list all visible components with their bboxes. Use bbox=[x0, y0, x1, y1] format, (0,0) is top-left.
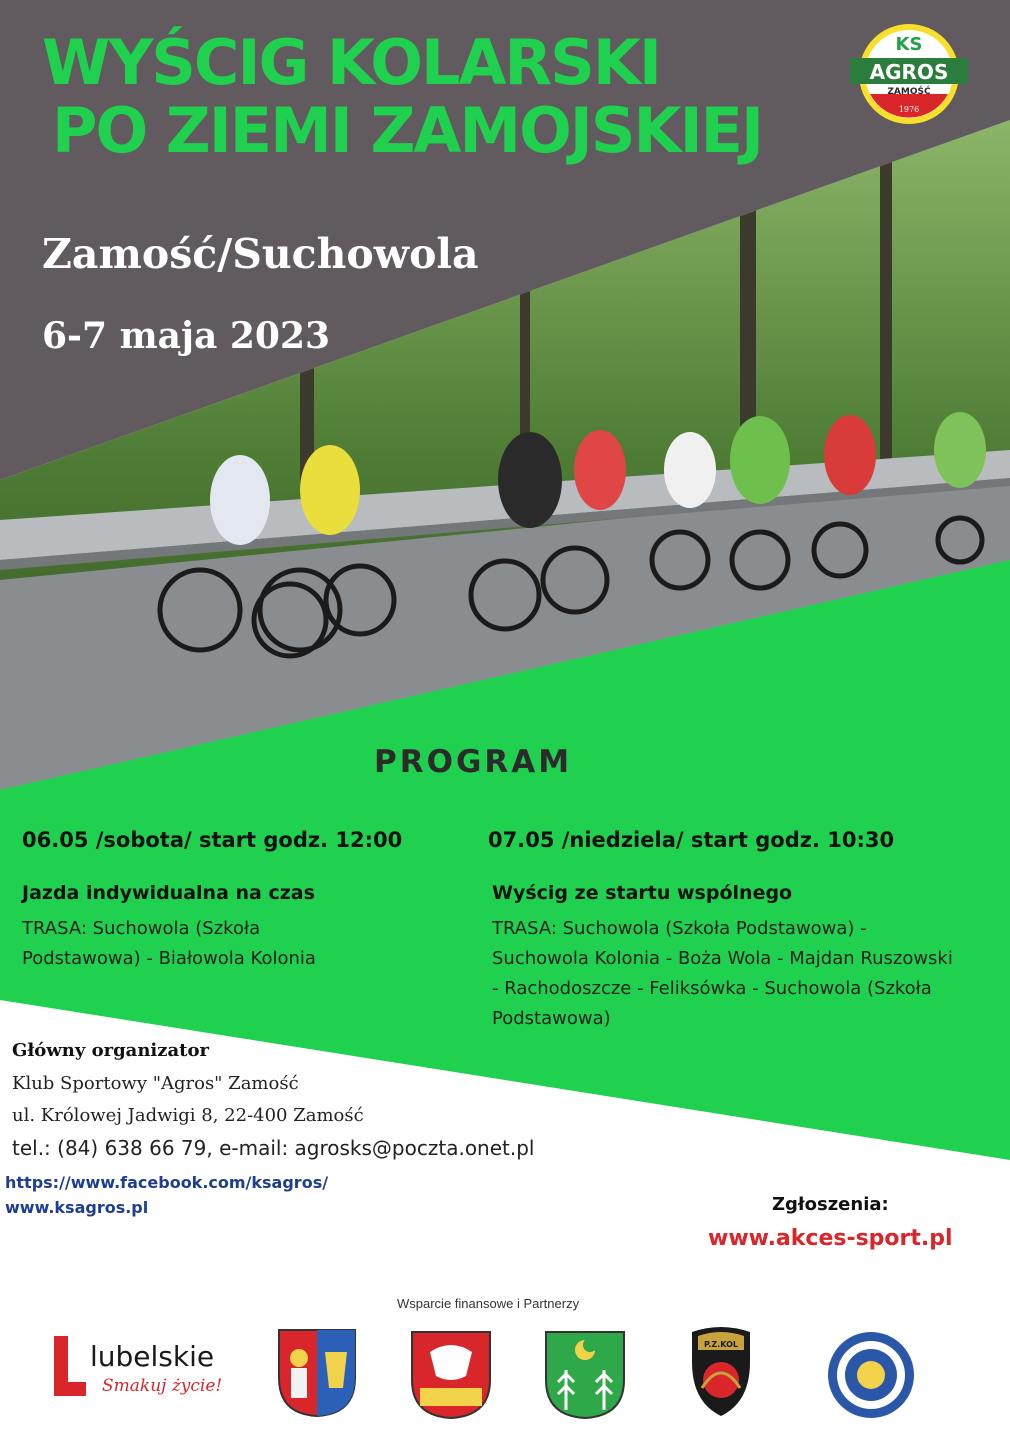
organizer-contact: tel.: (84) 638 66 79, e-mail: agrosks@poczta.onet.pl bbox=[12, 1136, 535, 1160]
day1-date: 06.05 /sobota/ start godz. 12:00 bbox=[22, 828, 403, 852]
program-heading: PROGRAM bbox=[374, 744, 573, 780]
organizer-name: Klub Sportowy "Agros" Zamość bbox=[12, 1073, 299, 1094]
website-link[interactable]: www.ksagros.pl bbox=[5, 1198, 149, 1217]
facebook-link[interactable]: https://www.facebook.com/ksagros/ bbox=[5, 1173, 329, 1192]
logo-ks: KS bbox=[895, 34, 923, 55]
lubelskie-slogan: Smakuj życie! bbox=[102, 1376, 223, 1396]
lubelskie-text: lubelskie bbox=[90, 1340, 215, 1373]
organizer-heading: Główny organizator bbox=[12, 1040, 209, 1061]
day2-route-line: TRASA: Suchowola (Szkoła Podstawowa) - bbox=[492, 918, 867, 939]
logo-city: ZAMOŚĆ bbox=[887, 87, 931, 97]
day1-route-line: TRASA: Suchowola (Szkoła bbox=[22, 918, 261, 939]
day1-event: Jazda indywidualna na czas bbox=[22, 882, 315, 904]
event-dates: 6-7 maja 2023 bbox=[42, 315, 331, 357]
day1-route-line: Podstawowa) - Białowola Kolonia bbox=[22, 948, 316, 969]
day2-route-line: - Rachodoszcze - Feliksówka - Suchowola (Szkoła bbox=[492, 978, 932, 999]
day2-route bbox=[492, 914, 953, 1034]
day1-route bbox=[22, 914, 316, 974]
day2-route-line: Suchowola Kolonia - Boża Wola - Majdan Ruszowski bbox=[492, 948, 953, 969]
agros-club-logo bbox=[846, 22, 972, 126]
pzkol-text: P.Z.KOL bbox=[703, 1340, 739, 1349]
ozkol-logo bbox=[826, 1330, 916, 1420]
coat-of-arms-zamosc-icon bbox=[277, 1328, 357, 1418]
day2-event: Wyścig ze startu wspólnego bbox=[492, 882, 793, 904]
title-line-2: PO ZIEMI ZAMOJSKIEJ bbox=[52, 94, 763, 167]
partners-label: Wsparcie finansowe i Partnerzy bbox=[397, 1296, 580, 1311]
pzkol-logo bbox=[682, 1322, 760, 1418]
registration-label: Zgłoszenia: bbox=[772, 1194, 889, 1215]
registration-link[interactable]: www.akces-sport.pl bbox=[708, 1226, 953, 1251]
coat-of-arms-trees-icon bbox=[544, 1330, 626, 1420]
location: Zamość/Suchowola bbox=[42, 230, 479, 278]
lubelskie-l-icon bbox=[50, 1334, 90, 1398]
lubelskie-logo bbox=[50, 1334, 225, 1404]
title-line-1: WYŚCIG KOLARSKI bbox=[42, 26, 660, 99]
day2-date: 07.05 /niedziela/ start godz. 10:30 bbox=[488, 828, 895, 852]
logo-year: 1976 bbox=[898, 105, 920, 114]
organizer-address: ul. Królowej Jadwigi 8, 22-400 Zamość bbox=[12, 1105, 364, 1126]
coat-of-arms-eagle-icon bbox=[410, 1330, 492, 1420]
day2-route-line: Podstawowa) bbox=[492, 1008, 611, 1029]
logo-agros: AGROS bbox=[869, 60, 949, 84]
